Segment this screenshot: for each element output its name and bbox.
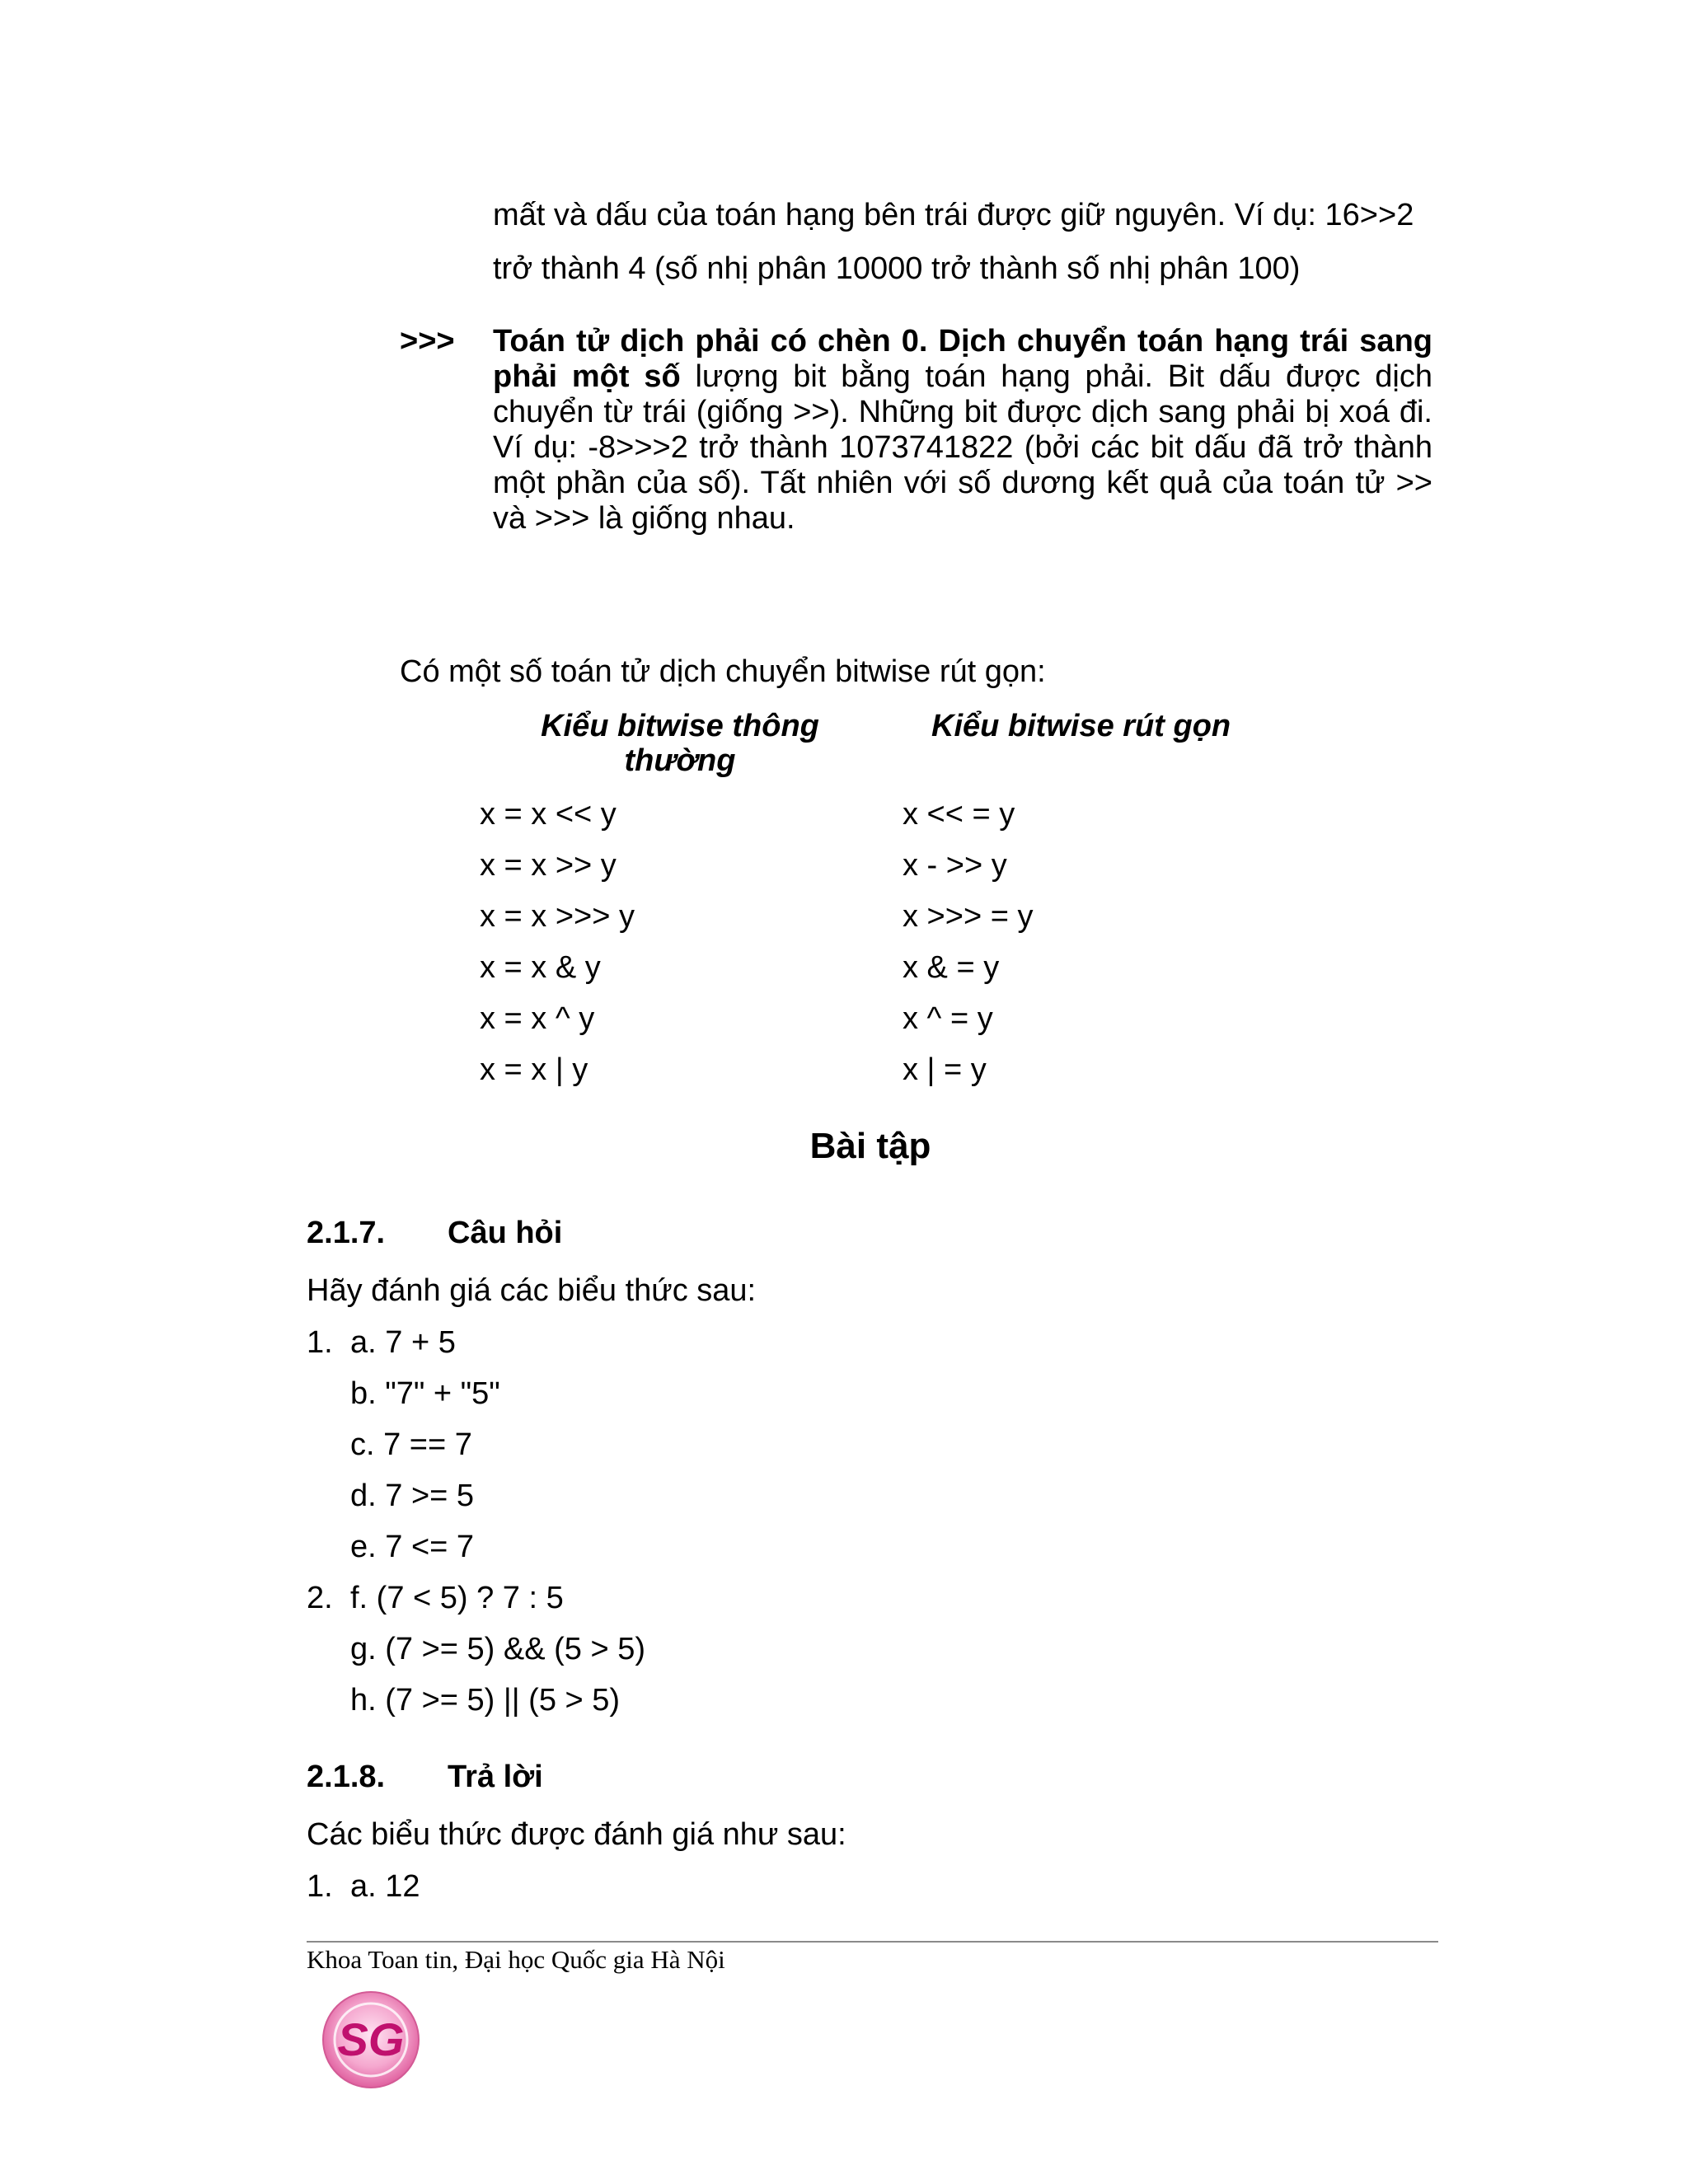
footer-text: Khoa Toan tin, Đại học Quốc gia Hà Nội bbox=[307, 1945, 725, 1974]
table-row-1-short: x << = y bbox=[903, 797, 1015, 832]
unsigned-shift-rest: lượng bit bằng toán hạng phải. Bit dấu được dịch chuyển từ trái (giống >>). Những bit được dịch sang phải bị xoá đi. Ví dụ: -8>>>2 trở thành 1073741822 (bởi các bit dấu đã trở thành một phần của số). Tất nhiên với số dương kết quả của toán tử >> và >>> là giống nhau. bbox=[493, 359, 1433, 536]
question-1a: a. 7 + 5 bbox=[350, 1325, 456, 1360]
table-row-5-short: x ^ = y bbox=[903, 1001, 993, 1036]
question-1c: c. 7 == 7 bbox=[350, 1427, 472, 1462]
table-row-2-short: x - >> y bbox=[903, 848, 1007, 883]
unsigned-shift-description bbox=[493, 324, 1432, 537]
table-row-5-normal: x = x ^ y bbox=[480, 1001, 595, 1036]
exercise-title: Bài tập bbox=[809, 1126, 931, 1166]
question-1e: e. 7 <= 7 bbox=[350, 1530, 475, 1564]
logo-icon bbox=[317, 1986, 424, 2093]
shift-right-line-2: trở thành 4 (số nhị phân 10000 trở thành số nhị phân 100) bbox=[493, 251, 1301, 286]
shift-right-line-1: mất và dấu của toán hạng bên trái được giữ nguyên. Ví dụ: 16>>2 bbox=[493, 198, 1414, 232]
question-1d: d. 7 >= 5 bbox=[350, 1479, 475, 1513]
logo-text: SG bbox=[337, 2013, 405, 2065]
table-row-3-short: x >>> = y bbox=[903, 899, 1034, 934]
footer-divider bbox=[307, 1941, 1438, 1943]
question-2-number: 2. bbox=[307, 1581, 333, 1615]
table-row-4-normal: x = x & y bbox=[480, 950, 601, 985]
footer-logo bbox=[317, 1986, 424, 2093]
question-1-number: 1. bbox=[307, 1325, 333, 1360]
table-header-short: Kiểu bitwise rút gọn bbox=[931, 709, 1231, 743]
table-row-3-normal: x = x >>> y bbox=[480, 899, 635, 934]
answer-intro: Các biểu thức được đánh giá như sau: bbox=[307, 1817, 846, 1852]
table-row-4-short: x & = y bbox=[903, 950, 1000, 985]
table-header-normal bbox=[540, 709, 820, 778]
table-header-normal-line2: thường bbox=[624, 743, 736, 778]
shorthand-intro: Có một số toán tử dịch chuyển bitwise rút gọn: bbox=[400, 654, 1046, 689]
unsigned-shift-symbol: >>> bbox=[400, 324, 455, 359]
table-row-1-normal: x = x << y bbox=[480, 797, 617, 832]
section-218-title: Trả lời bbox=[448, 1760, 543, 1794]
section-217-title: Câu hỏi bbox=[448, 1216, 563, 1250]
question-intro: Hãy đánh giá các biểu thức sau: bbox=[307, 1273, 757, 1308]
answer-1a: a. 12 bbox=[350, 1869, 420, 1904]
unsigned-shift-bold-lead: Toán tử dịch phải có chèn 0. Dịch chuyển toán hạng trái sang phải một số bbox=[493, 324, 1432, 394]
section-217-number: 2.1.7. bbox=[307, 1216, 386, 1250]
section-218-number: 2.1.8. bbox=[307, 1760, 386, 1794]
question-2f: f. (7 < 5) ? 7 : 5 bbox=[350, 1581, 564, 1615]
answer-1-number: 1. bbox=[307, 1869, 333, 1904]
question-2h: h. (7 >= 5) || (5 > 5) bbox=[350, 1683, 621, 1718]
question-1b: b. "7" + "5" bbox=[350, 1376, 500, 1411]
table-header-normal-line1: Kiểu bitwise thông bbox=[541, 709, 819, 743]
table-row-2-normal: x = x >> y bbox=[480, 848, 617, 883]
table-row-6-short: x | = y bbox=[903, 1052, 987, 1087]
question-2g: g. (7 >= 5) && (5 > 5) bbox=[350, 1632, 646, 1666]
table-row-6-normal: x = x | y bbox=[480, 1052, 588, 1087]
